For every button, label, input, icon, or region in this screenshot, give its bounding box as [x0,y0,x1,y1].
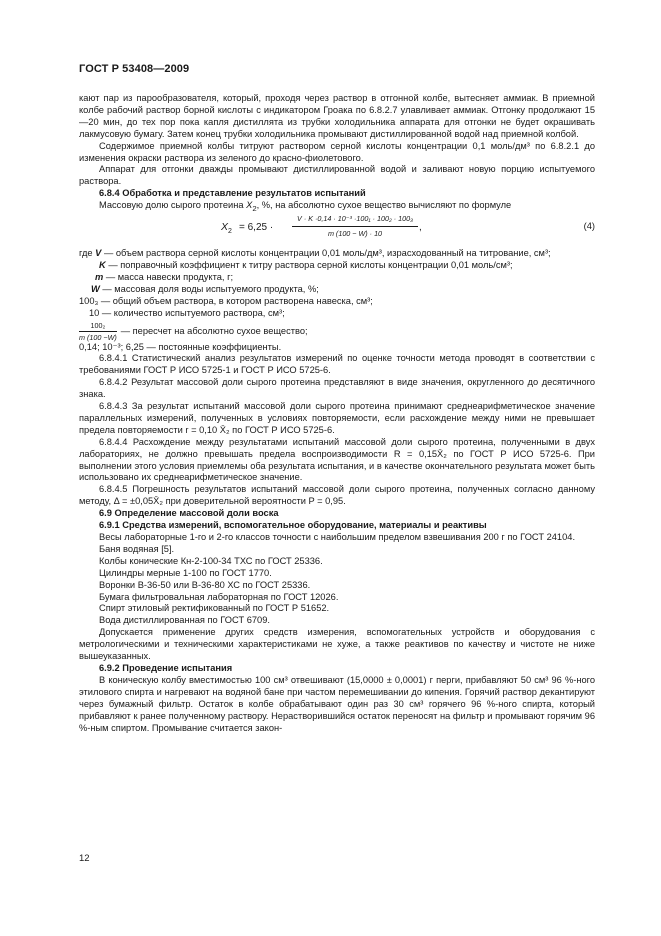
heading-6-9-2: 6.9.2 Проведение испытания [99,662,233,673]
formula-tail: , [419,222,422,234]
heading-6-9-1: 6.9.1 Средства измерений, вспомогательное оборудование, материалы и реактивы [99,520,487,531]
variable-definitions [79,248,595,353]
formula-4 [79,213,595,245]
definition-fraction-mark: $\frac{\text{100₂}}{m (100 -W)}$ [79,320,117,342]
equipment-item: Баня водяная [5]. [99,543,175,554]
document-header: ГОСТ Р 53408—2009 [79,63,190,75]
page-number: 12 [79,853,90,864]
formula-denominator: m (100 − W) · 10 [327,228,383,238]
paragraph-6-8-4-1: 6.8.4.1 Статистический анализ результатов измерений по оценке точности метода проводят в соответствии с требованиями ГОСТ Р ИСО 5725-1 и ГОСТ Р ИСО 5725-6. [79,353,595,376]
definition-constants: 0,14; 10⁻³; 6,25 — постоянные коэффициенты. [79,341,282,352]
heading-6-8-4: 6.8.4 Обработка и представление результатов испытаний [99,188,366,199]
definition-100-3: 100₃ — общий объем раствора, в котором растворена навеска, см³; [79,295,373,306]
formula-number: (4) [583,221,595,232]
paragraph-6-8-4: Массовую долю сырого протеина $X_2$, %, на абсолютно сухое вещество вычисляют по формуле [99,200,512,214]
paragraph-apparatus: Аппарат для отгонки дважды промывают дистиллированной водой и заливают новую порцию испытуемого раствора. [79,164,595,187]
paragraph-titrate: Содержимое приемной колбы титруют раствором серной кислоты концентрации 0,1 моль/дм³ по 6.8.2.1 до изменения окраски раствора из зеленого до красно-фиолетового. [79,140,595,163]
equipment-note: Допускается применение других средств измерения, вспомогательных устройств и оборудования с метрологическими и техническими характеристиками не хуже, а также реактивов по качеству и чистоте не ниже вышеуказанных. [79,627,595,662]
formula-coefficient: = 6,25 · [239,222,274,234]
paragraph-6-9-2: В коническую колбу вместимостью 100 см³ отвешивают (15,0000 ± 0,0001) г перги, прибавляют 50 см³ 96 %-ного этилового спирта и нагревают на водяной бане при частом перемешивании до кипения. Горячий раствор декантируют через бумажный фильтр. Остаток в колбе обрабатывают один раз 30 см³ горячего 96 %-ного спирта, который прибавляют к ранее полученному раствору. Нерастворившийся остаток переносят на фильтр и промывают горячим 96 %-ным спиртом. Промывание считается закон- [79,674,595,733]
definition-w: W — массовая доля воды испытуемого продукта, %; [91,283,319,294]
equipment-item: Воронки В-36-50 или В-36-80 ХС по ГОСТ 25336. [99,579,311,590]
equipment-item: Цилиндры мерные 1-100 по ГОСТ 1770. [99,567,272,578]
equipment-item: Спирт этиловый ректификованный по ГОСТ Р 51652. [99,603,330,614]
definition-10: 10 — количество испытуемого раствора, см³; [89,307,285,318]
formula-numerator: V · K ·0,14 · 10⁻³ ·100₁ · 100₂ · 100₃ [292,213,418,227]
equipment-item: Вода дистиллированная по ГОСТ 6709. [99,615,270,626]
definition-m: m — масса навески продукта, г; [95,271,234,282]
document-body [79,93,595,734]
formula-lhs: $X_2$ [221,221,232,236]
definition-v: где V — объем раствора серной кислоты концентрации 0,01 моль/дм³, израсходованный на титрование, см³; [79,248,551,259]
paragraph-6-8-4-3: 6.8.4.3 За результат испытаний массовой доли сырого протеина принимают среднеарифметическое значение параллельных измерений, полученных в условиях повторяемости, если расхождение между ними не превышает предела повторяемости r = 0,10 X̄₂ по ГОСТ Р ИСО 5725-6. [79,401,595,435]
paragraph-6-8-4-5: 6.8.4.5 Погрешность результатов испытаний массовой доли сырого протеина, полученных согласно данному методу, Δ = ±0,05X̄₂ при доверительной вероятности P = 0,95. [79,484,595,507]
equipment-item: Бумага фильтровальная лабораторная по ГОСТ 12026. [99,591,339,602]
equipment-item: Колбы конические Кн-2-100-34 ТХС по ГОСТ 25336. [99,555,323,566]
formula-fraction [292,213,418,240]
definition-k: K — поправочный коэффициент к титру раствора серной кислоты концентрации 0,01 моль/см³; [99,259,513,270]
paragraph-intro: кают пар из парообразователя, который, проходя через раствор в отгонной колбе, вытесняет аммиак. В приемной колбе рабочий раствор борной кислоты с индикатором Гроака по 6.8.2.7 улавливает аммиак. Отгонку продолжают 15—20 мин, до тех пор пока капля дистиллята из трубки холодильника аппарата для отгонки не будет окрашивать лакмусовую бумагу. Затем конец трубки холодильника промывают дистиллированной водой над приемной колбой. [79,93,595,139]
paragraph-6-8-4-4: 6.8.4.4 Расхождение между результатами испытаний массовой доли сырого протеина, полученными в двух лабораториях, не должно превышать предела воспроизводимости R = 0,15X̄₂ по ГОСТ Р ИСО 5725-6. При выполнении этого условия приемлемы оба результата испытания, и в качестве окончательного результата может быть использовано их среднеарифметическое значение. [79,436,595,483]
paragraph-6-8-4-2: 6.8.4.2 Результат массовой доли сырого протеина представляют в виде значения, округленного до десятичного знака. [79,377,595,400]
equipment-item: Весы лабораторные 1-го и 2-го классов точности с наибольшим пределом взвешивания 200 г по ГОСТ 24104. [99,532,576,542]
heading-6-9: 6.9 Определение массовой доли воска [99,508,279,519]
definition-fraction: $\frac{\text{100₂}}{m (100 -W)}$ — пересчет на абсолютно сухое вещество; [79,320,308,342]
